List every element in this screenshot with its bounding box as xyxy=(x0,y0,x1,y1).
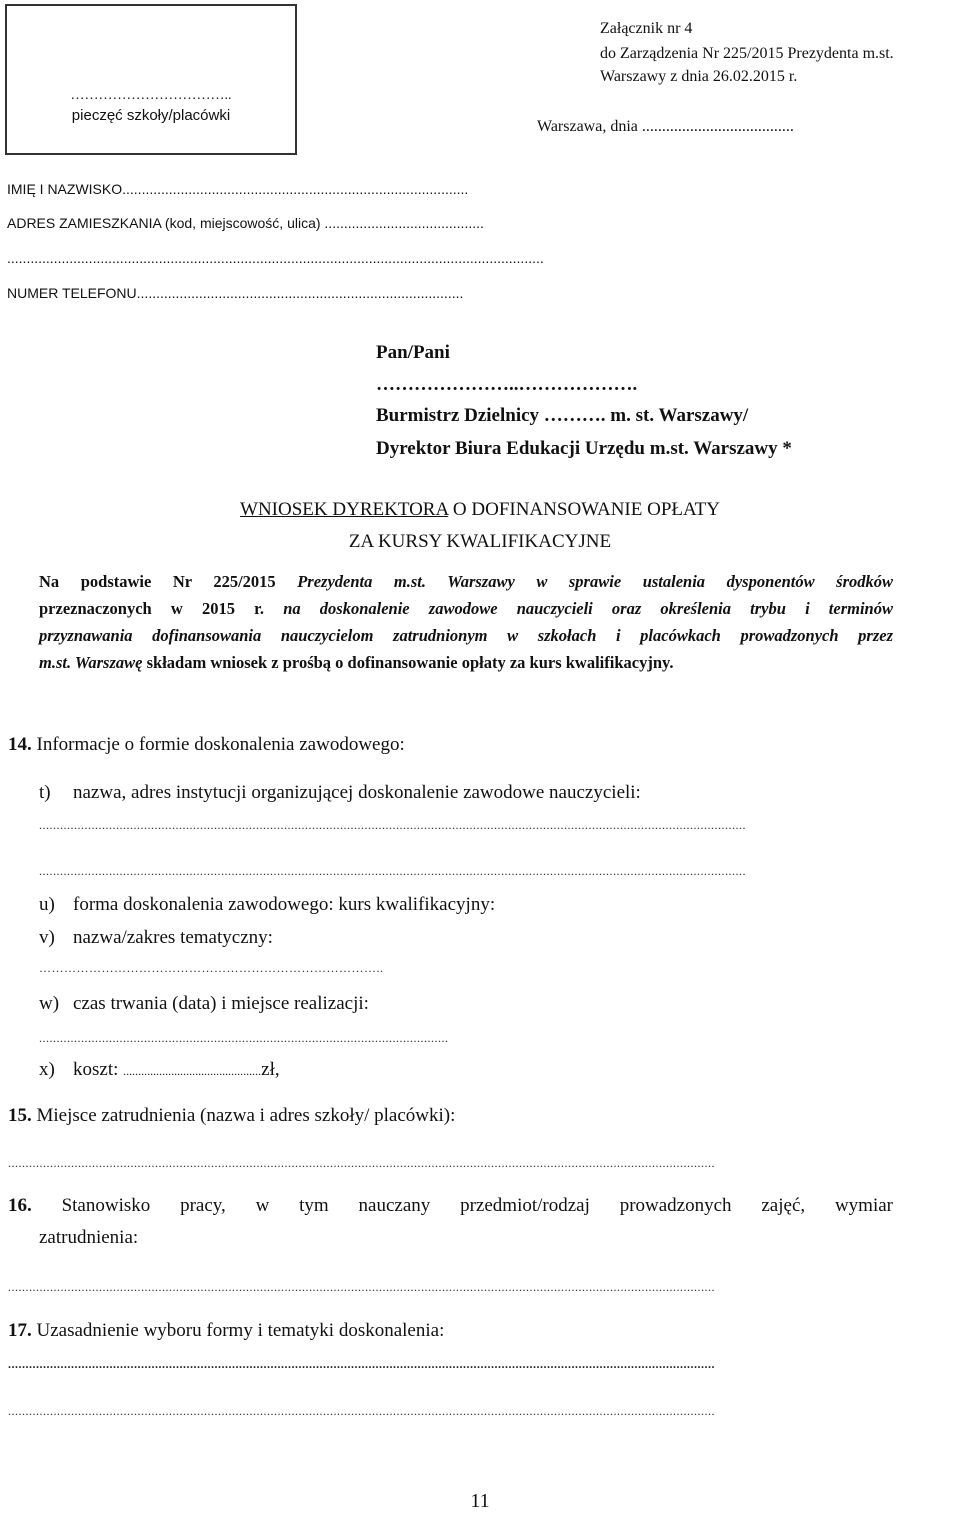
stamp-label: pieczęć szkoły/placówki xyxy=(71,107,231,124)
item-u: u) forma doskonalenia zawodowego: kurs kwalifikacyjny: xyxy=(39,894,496,915)
page-number: 11 xyxy=(470,1490,490,1512)
name-field: IMIĘ I NAZWISKO......................................................................................... xyxy=(7,181,469,197)
document-title-line-1 xyxy=(0,499,960,521)
address-continuation: .......................................................................................................................................... xyxy=(7,250,544,266)
intro-line-1: Na podstawie Nr 225/2015 Prezydenta m.st. Warszawy w sprawie ustalenia dysponentów środków xyxy=(39,572,893,591)
section-17-line-2: .......................................................................................................................................................................................................... xyxy=(8,1404,715,1418)
item-v: v) nazwa/zakres tematyczny: xyxy=(39,927,273,948)
address-field: ADRES ZAMIESZKANIA (kod, miejscowość, ulica) ......................................... xyxy=(7,215,484,231)
addressee-line-1: Burmistrz Dzielnicy ………. m. st. Warszawy/ xyxy=(376,405,749,426)
section-16-heading: 16. Stanowisko pracy, w tym nauczany przedmiot/rodzaj prowadzonych zajęć, wymiar xyxy=(8,1195,893,1216)
addressee-line-2: Dyrektor Biura Edukacji Urzędu m.st. Warszawy * xyxy=(376,438,792,459)
document-title-line-2: ZA KURSY KWALIFIKACYJNE xyxy=(348,531,612,552)
section-15-heading: 15. Miejsce zatrudnienia (nazwa i adres szkoły/ placówki): xyxy=(8,1105,456,1126)
addressee-greeting: Pan/Pani xyxy=(376,342,450,363)
annex-line-2: do Zarządzenia Nr 225/2015 Prezydenta m.st. xyxy=(600,45,894,62)
section-15-line: .......................................................................................................................................................................................................... xyxy=(8,1156,715,1170)
item-t-line-2: .......................................................................................................................................................................................................... xyxy=(39,864,746,878)
intro-line-2: przeznaczonych w 2015 r. na doskonalenie zawodowe nauczycieli oraz określenia trybu i terminów xyxy=(39,599,893,618)
intro-line-4: m.st. Warszawę składam wniosek z prośbą o dofinansowanie opłaty za kurs kwalifikacyjny. xyxy=(39,653,674,672)
annex-line-3: Warszawy z dnia 26.02.2015 r. xyxy=(600,68,798,85)
item-w: w) czas trwania (data) i miejsce realizacji: xyxy=(39,993,369,1014)
school-stamp-box xyxy=(5,4,297,155)
item-t: t) nazwa, adres instytucji organizującej doskonalenie zawodowe nauczycieli: xyxy=(39,782,641,803)
section-17-line-1: .......................................................................................................................................................................................................... xyxy=(8,1357,715,1371)
section-16-line: .......................................................................................................................................................................................................... xyxy=(8,1280,715,1294)
item-t-line-1: .......................................................................................................................................................................................................... xyxy=(39,818,746,832)
item-w-line: ..................................................................................................................... xyxy=(39,1031,449,1045)
annex-line-1: Załącznik nr 4 xyxy=(600,20,693,37)
section-14-heading: 14. Informacje o formie doskonalenia zawodowego: xyxy=(8,734,405,755)
stamp-dots: …………………………….. xyxy=(70,88,232,103)
item-x: x) koszt: ..............................................zł, xyxy=(39,1059,280,1080)
item-v-line: ……………………………………………………………………….. xyxy=(39,961,384,975)
phone-field: NUMER TELEFONU.................................................................................... xyxy=(7,285,464,301)
title-underlined: WNIOSEK DYREKTORA xyxy=(240,499,449,520)
section-16-heading-cont: zatrudnienia: xyxy=(39,1227,139,1248)
place-date: Warszawa, dnia ...................................... xyxy=(537,118,794,135)
addressee-dots: …………………..………………. xyxy=(376,374,638,395)
intro-line-3: przyznawania dofinansowania nauczycielom zatrudnionym w szkołach i placówkach prowadzonych przez xyxy=(39,626,893,645)
title-rest: O DOFINANSOWANIE OPŁATY xyxy=(448,499,720,520)
section-17-heading: 17. Uzasadnienie wyboru formy i tematyki doskonalenia: xyxy=(8,1320,445,1341)
